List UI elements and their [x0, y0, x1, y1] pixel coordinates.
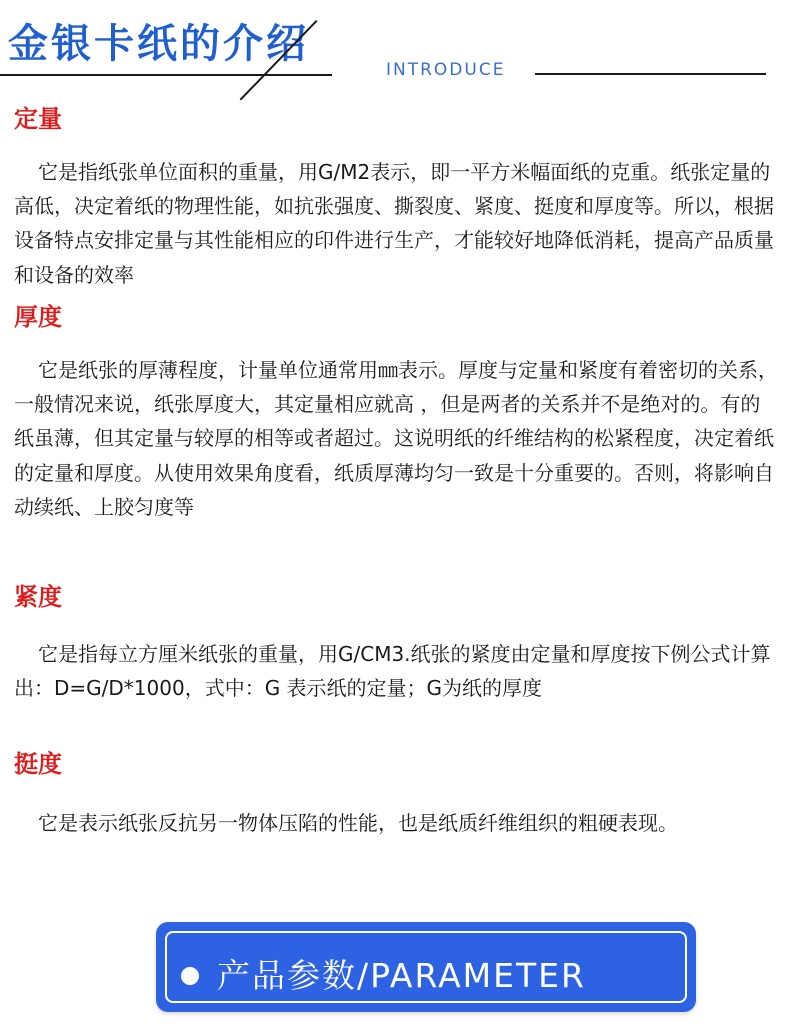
- section-body-thickness: 它是纸张的厚薄程度，计量单位通常用㎜表示。厚度与定量和紧度有着密切的关系，一般情况来说，纸张厚度大，其定量相应就高 ，但是两者的关系并不是绝对的。有的纸虽薄，但其定量与较厚的相等或者超过。这说明纸的纤维结构的松紧程度，决定着纸的定量和厚度。从使用效果角度看，纸质厚薄均匀一致是十分重要的。否则，将影响自动续纸、上胶匀度等: [14, 358, 778, 519]
- parameter-banner: [156, 922, 696, 1012]
- parameter-banner-frame: [165, 931, 687, 1003]
- bullet-dot-icon: [181, 967, 199, 985]
- section-body-basis-weight: 它是指纸张单位面积的重量，用G/M2表示，即一平方米幅面纸的克重。纸张定量的高低，决定着纸的物理性能，如抗张强度、撕裂度、紧度、挺度和厚度等。所以，根据设备特点安排定量与其性能相应的印件进行生产，才能较好地降低消耗，提高产品质量和设备的效率: [14, 160, 774, 287]
- header: [0, 0, 790, 100]
- subtitle-underline: [535, 73, 766, 75]
- page-subtitle: INTRODUCE: [386, 60, 506, 80]
- page-title: 金银卡纸的介绍: [8, 21, 309, 67]
- section-heading-density: 紧度: [14, 583, 62, 611]
- section-body-density: 它是指每立方厘米纸张的重量，用G/CM3.纸张的紧度由定量和厚度按下例公式计算出：D=G/D*1000，式中：G 表示纸的定量；G为纸的厚度: [14, 642, 771, 701]
- section-body-stiffness: 它是表示纸张反抗另一物体压陷的性能，也是纸质纤维组织的粗硬表现。: [38, 811, 678, 835]
- section-heading-basis-weight: 定量: [14, 105, 62, 133]
- parameter-banner-label: 产品参数/PARAMETER: [217, 956, 586, 995]
- section-heading-thickness: 厚度: [14, 303, 62, 331]
- title-underline: [0, 74, 332, 76]
- section-heading-stiffness: 挺度: [14, 750, 62, 778]
